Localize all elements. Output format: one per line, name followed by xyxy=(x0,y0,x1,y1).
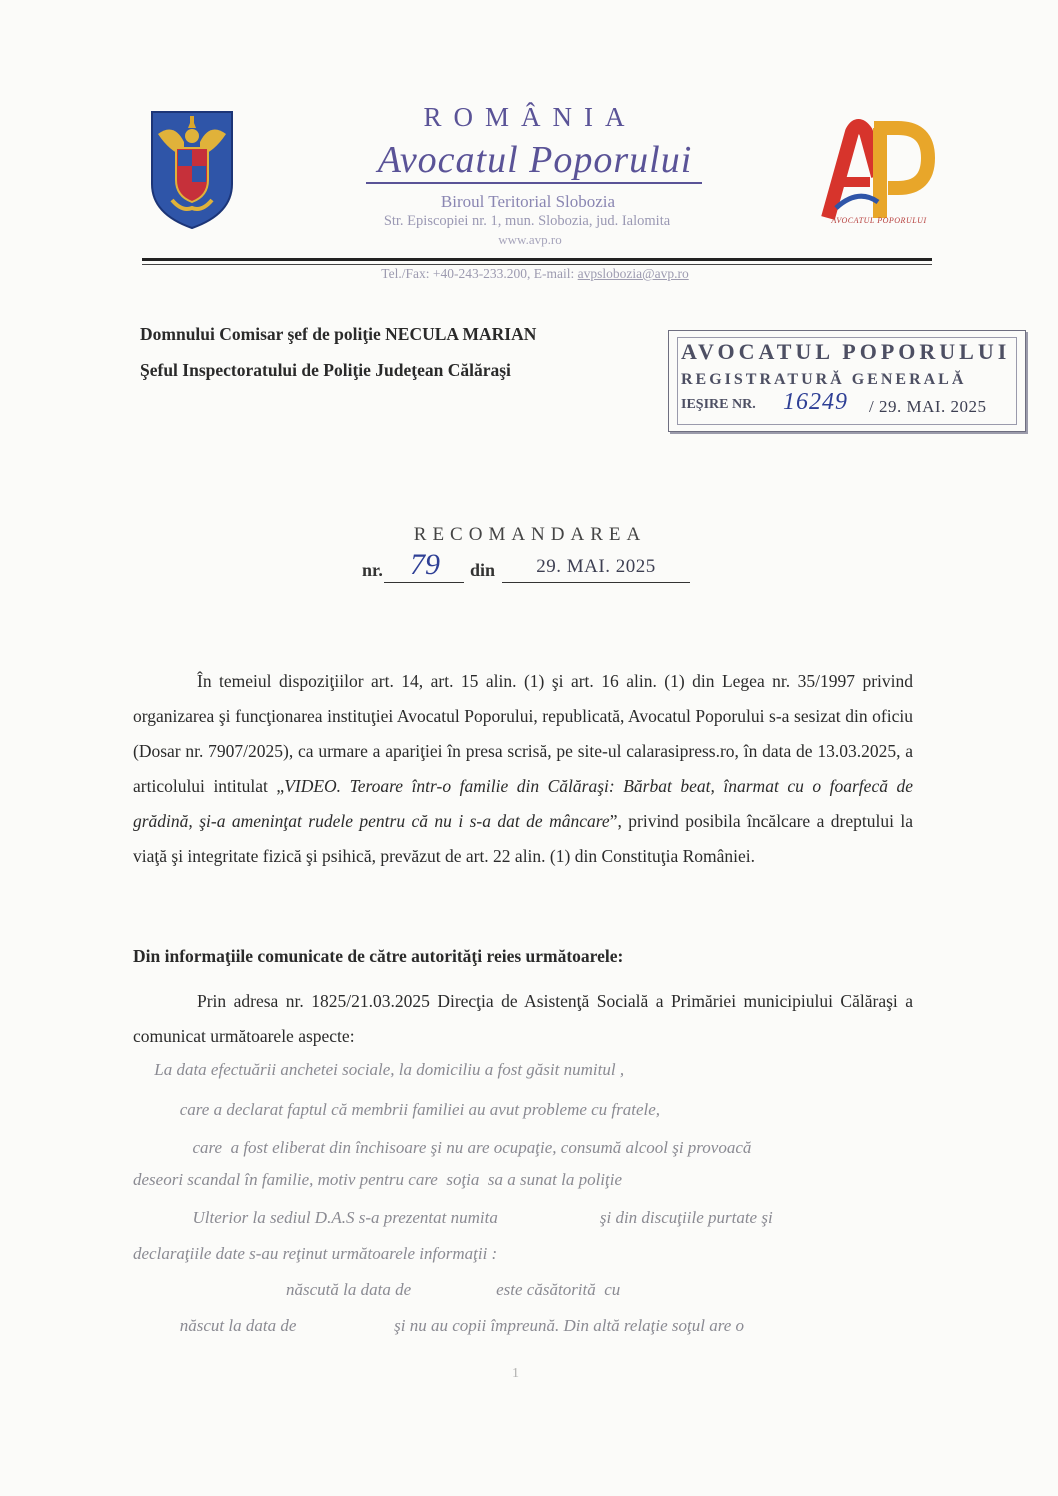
faint-line-3: care a fost eliberat din închisoare şi nu are ocupaţie, consumă alcool şi provoacă xyxy=(133,1138,752,1157)
header-rule-thin xyxy=(142,264,932,265)
stamp-subtitle: REGISTRATURĂ GENERALĂ xyxy=(681,371,967,388)
faint-line-4: deseori scandal în familie, motiv pentru care soţia sa a sunat la poliţie xyxy=(133,1170,623,1189)
office-address: Str. Episcopiei nr. 1, mun. Slobozia, jud. Ialomita xyxy=(383,213,671,229)
das-paragraph: Prin adresa nr. 1825/21.03.2025 Direcţia de Asistenţă Socială a Primăriei municipiului Călăraşi a comunicat următoarele aspecte: xyxy=(133,991,913,1046)
addressee-title: Şeful Inspectoratului de Poliţie Judeţean Călăraşi xyxy=(140,360,511,380)
logo-caption: AVOCATUL POPORULUI xyxy=(831,216,927,225)
faint-line-5: Ulterior la sediul D.A.S s-a prezentat numita şi din discuţiile purtate şi xyxy=(133,1208,773,1227)
romania-coat-of-arms-icon xyxy=(148,108,236,230)
date-label: din xyxy=(470,560,496,580)
document-title: RECOMANDAREA xyxy=(413,524,647,545)
addressee-name: Domnului Comisar şef de poliţie NECULA MARIAN xyxy=(140,324,537,344)
faint-line-7: născută la data de este căsătorită cu xyxy=(133,1280,621,1299)
page-number: 1 xyxy=(512,1366,519,1381)
number-label: nr. xyxy=(362,560,383,580)
registry-stamp xyxy=(668,330,1026,432)
stamp-title: AVOCATUL POPORULUI xyxy=(681,339,1011,364)
intro-text: În temeiul dispoziţiilor art. 14, art. 15 alin. (1) şi art. 16 alin. (1) din Legea nr. 35/1997 privind organizarea şi funcţionarea instituţiei Avocatul Poporului, republicată, Avocatul Poporului s-a sesizat din oficiu (Dosar nr. 7907/2025), ca urmare a apariţiei în presa scrisă, pe site-ul calarasipress.ro, în data de 13.03.2025, a articolului intitulat „ xyxy=(133,671,913,796)
intro-paragraph xyxy=(133,664,913,874)
office-name: Biroul Teritorial Slobozia xyxy=(440,192,616,211)
recommendation-number: 79 xyxy=(410,548,440,581)
faint-line-6: declaraţiile date s-au reţinut următoarele informaţii : xyxy=(133,1244,498,1263)
section-heading: Din informaţiile comunicate de către autorităţi reies următoarele: xyxy=(133,946,624,966)
faint-line-1: La data efectuării anchetei sociale, la domiciliu a fost găsit numitul , xyxy=(133,1060,625,1079)
faint-line-2: care a declarat faptul că membrii familiei au avut probleme cu fratele, xyxy=(133,1100,661,1119)
institution-name: Avocatul Poporului xyxy=(377,139,693,181)
contact-line xyxy=(320,266,750,282)
country-name: ROMÂNIA xyxy=(423,102,637,132)
stamp-exit-label: IEŞIRE NR. xyxy=(681,397,756,412)
website-link[interactable]: www.avp.ro xyxy=(498,232,562,247)
intro-text-end: ”, privind posibila încălcare a dreptului la viaţă şi integritate fizică şi psihică, prevăzut de art. 22 alin. (1) din Constituţia României. xyxy=(133,811,913,866)
stamp-date xyxy=(869,397,987,417)
number-underline xyxy=(384,582,464,583)
avp-logo-icon xyxy=(818,118,938,226)
stamp-date-value: 29. MAI. 2025 xyxy=(878,397,987,416)
date-underline xyxy=(502,582,690,583)
faint-line-8: născut la data de şi nu au copii împreună. Din altă relaţie soţul are o xyxy=(133,1316,745,1335)
header-rule xyxy=(142,258,932,261)
contact-prefix: Tel./Fax: +40-243-233.200, E-mail: xyxy=(381,266,578,281)
divider xyxy=(366,182,702,184)
recommendation-date: 29. MAI. 2025 xyxy=(536,556,656,577)
stamp-separator: / xyxy=(869,397,875,416)
article-title: VIDEO. Teroare într-o familie din Călăraşi: Bărbat beat, înarmat cu o foarfecă de grădină, şi-a ameninţat rudele pentru că nu i s-a dat de mâncare xyxy=(133,776,913,831)
stamp-exit-number: 16249 xyxy=(783,389,848,415)
email-link[interactable]: avpslobozia@avp.ro xyxy=(577,266,689,281)
